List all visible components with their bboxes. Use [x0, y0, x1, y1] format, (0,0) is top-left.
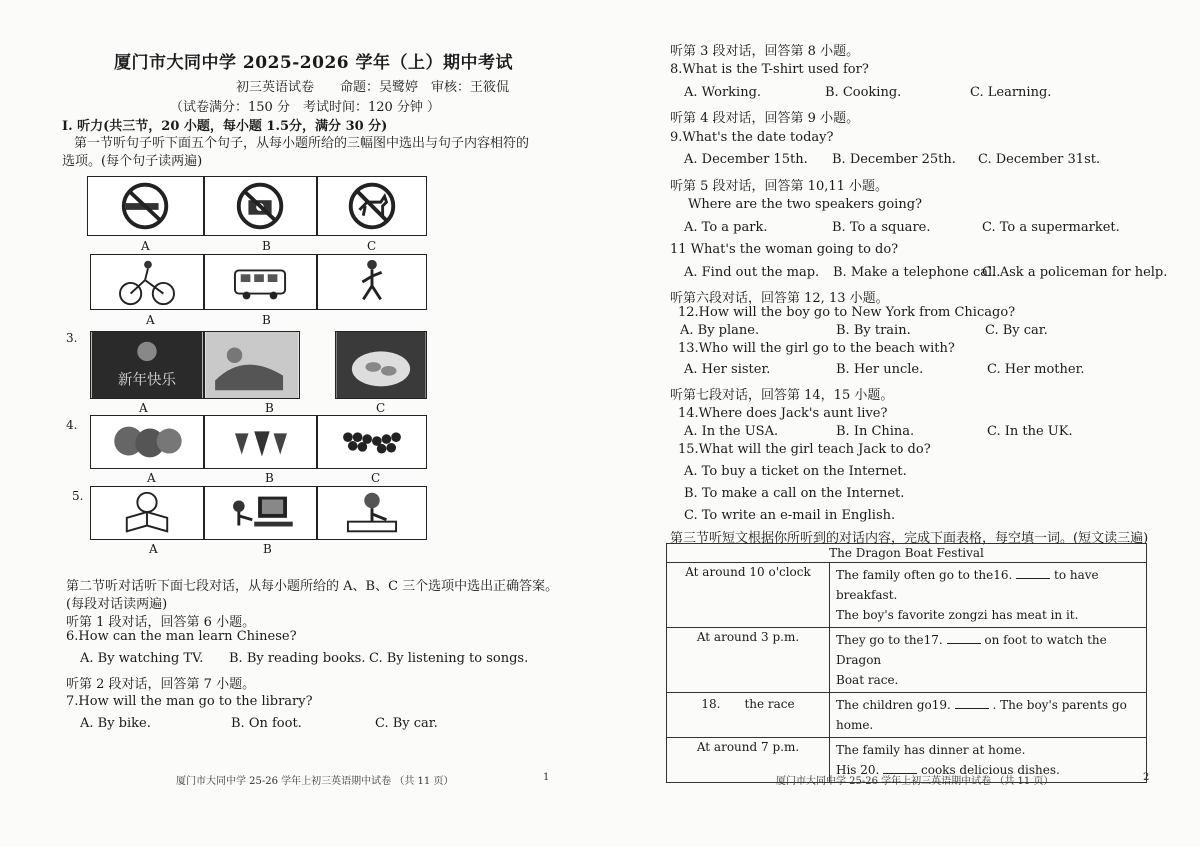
- q8-option-a: A. Working.: [684, 85, 762, 100]
- q5-number: 5.: [72, 489, 84, 503]
- blank-16[interactable]: [1016, 568, 1050, 579]
- row1-line1-post: to have breakfast.: [836, 568, 1099, 602]
- row2-line1-post: on foot to watch the Dragon: [836, 633, 1107, 667]
- q4-option-c-grapes-picture: [317, 415, 427, 469]
- table-row: [667, 628, 1147, 693]
- blank-19[interactable]: [955, 698, 989, 709]
- q2-label-b: B: [262, 313, 271, 327]
- q4-label-b: B: [265, 471, 274, 485]
- q10-option-c: C. To a supermarket.: [982, 220, 1120, 235]
- dialogue-1-heading: 听第 1 段对话，回答第 6 小题。: [66, 615, 256, 630]
- question-7: 7.How will the man go to the library?: [66, 694, 313, 709]
- question-8: 8.What is the T-shirt used for?: [670, 62, 869, 77]
- q4-option-a-oranges-picture: [90, 415, 204, 469]
- q12-option-c: C. By car.: [985, 323, 1048, 338]
- q1-label-c: C: [367, 239, 377, 253]
- part3-instruction: 第三节听短文根据你所听到的对话内容，完成下面表格，每空填一词。(短文读三遍): [670, 531, 1149, 546]
- section1-heading: I. 听力(共三节，20 小题，每小题 1.5分，满分 30 分): [62, 119, 388, 134]
- exam-title: 厦门市大同中学 2025-2026 学年（上）期中考试: [114, 53, 514, 73]
- row3-line1-post: . The boy's parents go home.: [836, 698, 1127, 732]
- q14-option-a: A. In the USA.: [684, 424, 779, 439]
- table-title-row: [667, 544, 1147, 563]
- table-row: [667, 563, 1147, 628]
- q14-option-b: B. In China.: [836, 424, 915, 439]
- page-number-1: 1: [543, 772, 550, 783]
- row3-time: 18. the race: [667, 693, 830, 738]
- row3-detail: [830, 693, 1147, 738]
- q1-label-b: B: [262, 239, 271, 253]
- footer-right: 厦门市大同中学 25-26 学年上初三英语期中试卷 （共 11 页）: [776, 776, 1054, 787]
- q2-option-a-cycling-picture: [90, 254, 204, 310]
- q15-option-c: C. To write an e-mail in English.: [684, 508, 896, 523]
- footer-left: 厦门市大同中学 25-26 学年上初三英语期中试卷 （共 11 页）: [176, 776, 454, 787]
- q1-option-b-no-photos-picture: [204, 176, 317, 236]
- row4-time: At around 7 p.m.: [667, 738, 830, 783]
- q13-option-a: A. Her sister.: [684, 362, 771, 377]
- q4-label-c: C: [371, 471, 381, 485]
- q8-option-b: B. Cooking.: [825, 85, 902, 100]
- q4-label-a: A: [147, 471, 156, 485]
- row4-line2-post: cooks delicious dishes.: [921, 763, 1060, 777]
- q11-option-b: B. Make a telephone call.: [833, 265, 1001, 280]
- q9-option-a: A. December 15th.: [684, 152, 808, 167]
- q7-option-c: C. By car.: [375, 716, 438, 731]
- q15-option-b: B. To make a call on the Internet.: [684, 486, 905, 501]
- q2-label-a: A: [146, 313, 155, 327]
- score-time: （试卷满分：150 分 考试时间：120 分钟 ）: [170, 100, 441, 115]
- q2-option-b-bus-picture: [204, 254, 317, 310]
- table-title: The Dragon Boat Festival: [667, 544, 1147, 563]
- page-number-2: 2: [1143, 772, 1150, 783]
- q12-option-b: B. By train.: [836, 323, 911, 338]
- q6-option-a: A. By watching TV.: [80, 651, 204, 666]
- question-6: 6.How can the man learn Chinese?: [66, 629, 297, 644]
- q3-option-a-caption: 新年快乐: [117, 371, 177, 389]
- row2-line1-pre: They go to the17.: [836, 633, 943, 647]
- dialogue-3-heading: 听第 3 段对话，回答第 8 小题。: [670, 44, 860, 59]
- question-14: 14.Where does Jack's aunt live?: [678, 406, 888, 421]
- q7-option-a: A. By bike.: [80, 716, 151, 731]
- part2-instruction-2: (每段对话读两遍): [66, 597, 168, 612]
- q1-option-a-no-smoking-picture: [87, 176, 204, 236]
- q13-option-c: C. Her mother.: [987, 362, 1085, 377]
- row1-line1-pre: The family often go to the16.: [836, 568, 1013, 582]
- q3-number: 3.: [66, 331, 78, 345]
- q13-option-b: B. Her uncle.: [836, 362, 924, 377]
- q1-option-c-no-dogs-picture: [317, 176, 427, 236]
- q5-label-b: B: [263, 542, 272, 556]
- q15-option-a: A. To buy a ticket on the Internet.: [684, 464, 907, 479]
- q6-option-c: C. By listening to songs.: [369, 651, 529, 666]
- q11-option-a: A. Find out the map.: [684, 265, 820, 280]
- q3-option-c-dumplings-picture: [335, 331, 427, 399]
- table-row: [667, 693, 1147, 738]
- q7-option-b: B. On foot.: [231, 716, 302, 731]
- q12-option-a: A. By plane.: [680, 323, 760, 338]
- dialogue-7-heading: 听第七段对话，回答第 14，15 小题。: [670, 388, 894, 403]
- q10-option-a: A. To a park.: [684, 220, 768, 235]
- question-10: Where are the two speakers going?: [688, 197, 922, 212]
- q4-option-b-strawberries-picture: [204, 415, 317, 469]
- row2-detail: [830, 628, 1147, 693]
- row3-line1-pre: The children go19.: [836, 698, 951, 712]
- question-13: 13.Who will the girl go to the beach with?: [678, 341, 955, 356]
- q5-option-c-writing-picture: [317, 486, 427, 540]
- q3-label-a: A: [139, 401, 148, 415]
- q6-option-b: B. By reading books.: [229, 651, 366, 666]
- question-11: 11 What's the woman going to do?: [670, 242, 899, 257]
- q1-label-a: A: [141, 239, 150, 253]
- q3-label-b: B: [265, 401, 274, 415]
- q3-label-c: C: [376, 401, 386, 415]
- question-15: 15.What will the girl teach Jack to do?: [678, 442, 931, 457]
- dialogue-4-heading: 听第 4 段对话，回答第 9 小题。: [670, 111, 860, 126]
- dragon-boat-festival-table: [666, 543, 1150, 783]
- q5-option-a-reading-picture: [90, 486, 204, 540]
- q3-option-b-picture: [204, 331, 300, 399]
- question-9: 9.What's the date today?: [670, 130, 834, 145]
- row4-line1: The family has dinner at home.: [836, 743, 1026, 757]
- part1-instruction-2: 选项。(每个句子读两遍): [62, 154, 203, 169]
- row2-time: At around 3 p.m.: [667, 628, 830, 693]
- exam-subtitle: 初三英语试卷 命题：吴鹭婷 审核：王筱侃: [236, 80, 510, 95]
- row4-line2-pre: His 20.: [836, 763, 880, 777]
- row2-line2: Boat race.: [836, 673, 899, 687]
- row1-line2: The boy's favorite zongzi has meat in it.: [836, 608, 1079, 622]
- question-12: 12.How will the boy go to New York from Chicago?: [678, 305, 1016, 320]
- q11-option-c: C. Ask a policeman for help.: [982, 265, 1168, 280]
- q9-option-c: C. December 31st.: [978, 152, 1101, 167]
- part2-instruction: 第二节听对话听下面七段对话，从每小题所给的 A、B、C 三个选项中选出正确答案。: [66, 579, 559, 594]
- row1-detail: [830, 563, 1147, 628]
- q3-option-a-new-year-picture: [90, 331, 204, 399]
- row1-time: At around 10 o'clock: [667, 563, 830, 628]
- q10-option-b: B. To a square.: [832, 220, 931, 235]
- part1-instruction: 第一节听句子听下面五个句子，从每小题所给的三幅图中选出与句子内容相符的: [74, 136, 530, 151]
- q9-option-b: B. December 25th.: [832, 152, 956, 167]
- dialogue-6-heading: 听第六段对话，回答第 12, 13 小题。: [670, 291, 889, 306]
- dialogue-2-heading: 听第 2 段对话，回答第 7 小题。: [66, 677, 256, 692]
- q5-option-b-computer-picture: [204, 486, 317, 540]
- dialogue-5-heading: 听第 5 段对话，回答第 10,11 小题。: [670, 179, 889, 194]
- q8-option-c: C. Learning.: [970, 85, 1052, 100]
- blank-17[interactable]: [947, 633, 981, 644]
- q4-number: 4.: [66, 418, 78, 432]
- q14-option-c: C. In the UK.: [987, 424, 1073, 439]
- q2-option-c-walking-picture: [317, 254, 427, 310]
- q5-label-a: A: [149, 542, 158, 556]
